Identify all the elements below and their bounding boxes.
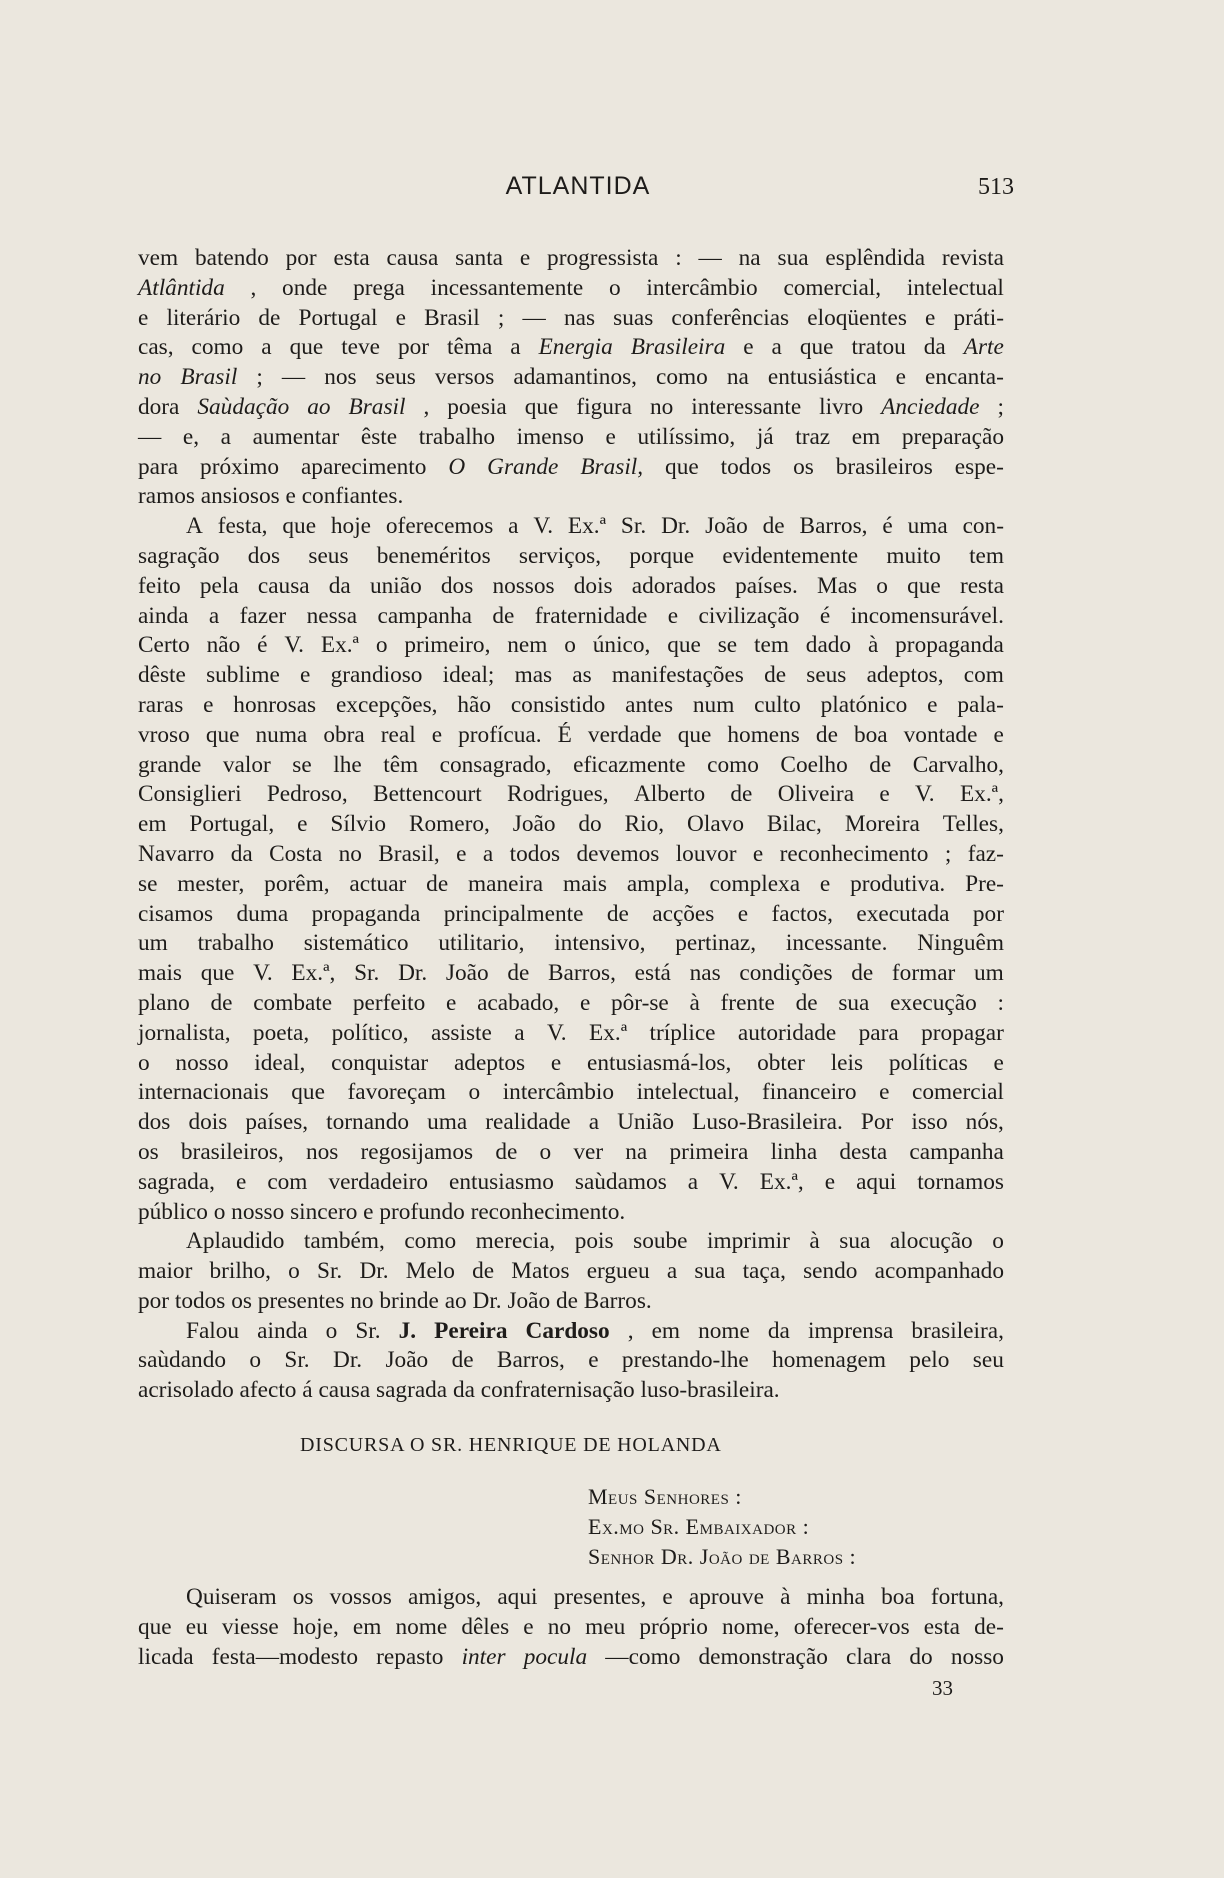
text-line: feito pela causa da união dos nossos dois adorados países. Mas o que resta	[138, 572, 1004, 599]
text-line: Certo não é V. Ex.ª o primeiro, nem o único, que se tem dado à propaganda	[138, 632, 1004, 659]
text-line	[138, 1198, 1004, 1228]
speech-text	[138, 1582, 1004, 1671]
signature-mark: 33	[932, 1676, 953, 1700]
text-line: Navarro da Costa no Brasil, e a todos devemos louvor e reconhecimento ; faz-	[138, 840, 1004, 867]
text-line: vem batendo por esta causa santa e progressista : — na sua esplêndida revista	[138, 245, 1004, 271]
text-line: Atlântida , onde prega incessantemente o intercâmbio comercial, intelectual	[138, 274, 1004, 301]
text-line: cas, como a que teve por têma a Energia Brasileira e a que tratou da Arte	[138, 334, 1004, 361]
text-line: se mester, porêm, actuar de maneira mais ampla, complexa e produtiva. Pre-	[138, 870, 1004, 897]
line-text: acrisolado afecto á causa sagrada da confraternisação luso-brasileira.	[138, 1377, 780, 1404]
text-line: licada festa—modesto repasto inter pocula —como demonstração clara do nosso	[138, 1643, 1004, 1670]
text-line: jornalista, poeta, político, assiste a V. Ex.ª tríplice autoridade para propagar	[138, 1019, 1004, 1046]
text-line: grande valor se lhe têm consagrado, eficazmente como Coelho de Carvalho,	[138, 751, 1004, 778]
line-text: por todos os presentes no brinde ao Dr. João de Barros.	[138, 1287, 652, 1314]
text-line: um trabalho sistemático utilitario, intensivo, pertinaz, incessante. Ninguêm	[138, 930, 1004, 957]
text-line: maior brilho, o Sr. Dr. Melo de Matos ergueu a sua taça, sendo acompanhado	[138, 1258, 1004, 1285]
text-line: em Portugal, e Sílvio Romero, João do Rio, Olavo Bilac, Moreira Telles,	[138, 811, 1004, 838]
text-line: para próximo aparecimento O Grande Brasil, que todos os brasileiros espe-	[138, 453, 1004, 480]
text-line: vroso que numa obra real e profícua. É verdade que homens de boa vontade e	[138, 721, 1004, 748]
text-line: Consiglieri Pedroso, Bettencourt Rodrigues, Alberto de Oliveira e V. Ex.ª,	[138, 781, 1004, 808]
text-line: os brasileiros, nos regosijamos de o ver na primeira linha desta campanha	[138, 1138, 1004, 1165]
salutation-1: Meus Senhores :	[588, 1484, 742, 1509]
text-line: sagração dos seus beneméritos serviços, porque evidentemente muito tem	[138, 542, 1004, 569]
running-header	[138, 172, 1018, 208]
text-line: e literário de Portugal e Brasil ; — nas suas conferências eloqüentes e práti-	[138, 304, 1004, 331]
text-line: ainda a fazer nessa campanha de fraternidade e civilização é incomensurável.	[138, 602, 1004, 629]
text-line: que eu viesse hoje, em nome dêles e no meu próprio nome, oferecer-vos esta de-	[138, 1613, 1004, 1640]
text-line: Aplaudido também, como merecia, pois soube imprimir à sua alocução o	[186, 1228, 1004, 1255]
text-line	[138, 1287, 1004, 1317]
text-line: raras e honrosas excepções, hão consistido antes num culto platónico e pala-	[138, 691, 1004, 718]
text-line: internacionais que favoreçam o intercâmbio intelectual, financeiro e comercial	[138, 1079, 1004, 1106]
journal-title: ATLANTIDA	[505, 172, 651, 200]
text-line: A festa, que hoje oferecemos a V. Ex.ª Sr. Dr. João de Barros, é uma con-	[186, 513, 1004, 540]
text-line: mais que V. Ex.ª, Sr. Dr. João de Barros, está nas condições de formar um	[138, 960, 1004, 987]
text-line: plano de combate perfeito e acabado, e pôr-se à frente de sua execução :	[138, 989, 1004, 1016]
text-line	[138, 1376, 1004, 1406]
text-line: — e, a aumentar êste trabalho imenso e utilíssimo, já traz em preparação	[138, 423, 1004, 450]
text-line: sagrada, e com verdadeiro entusiasmo saùdamos a V. Ex.ª, e aqui tornamos	[138, 1168, 1004, 1195]
text-line: saùdando o Sr. Dr. João de Barros, e prestando-lhe homenagem pelo seu	[138, 1347, 1004, 1374]
salutation-2: Ex.mo Sr. Embaixador :	[588, 1514, 810, 1539]
text-line: no Brasil ; — nos seus versos adamantinos, como na entusiástica e encanta-	[138, 364, 1004, 391]
text-line: o nosso ideal, conquistar adeptos e entusiasmá-los, obter leis políticas e	[138, 1049, 1004, 1076]
article-body	[138, 244, 1004, 1406]
text-line: dos dois países, tornando uma realidade a União Luso-Brasileira. Por isso nós,	[138, 1109, 1004, 1136]
line-text: público o nosso sincero e profundo reconhecimento.	[138, 1198, 626, 1225]
text-line: dora Saùdação ao Brasil , poesia que figura no interessante livro Anciedade ;	[138, 393, 1004, 420]
line-text: ramos ansiosos e confiantes.	[138, 483, 404, 510]
speech-heading: DISCURSA O SR. HENRIQUE DE HOLANDA	[300, 1434, 722, 1456]
text-line	[138, 482, 1004, 512]
salutation-3: Senhor Dr. João de Barros :	[588, 1544, 857, 1569]
text-line: cisamos duma propaganda principalmente de acções e factos, executada por	[138, 900, 1004, 927]
page-number: 513	[978, 174, 1014, 200]
text-line: Falou ainda o Sr. J. Pereira Cardoso , em nome da imprensa brasileira,	[186, 1317, 1004, 1344]
text-line: dêste sublime e grandioso ideal; mas as manifestações de seus adeptos, com	[138, 662, 1004, 689]
text-line: Quiseram os vossos amigos, aqui presentes, e aprouve à minha boa fortuna,	[186, 1584, 1004, 1610]
